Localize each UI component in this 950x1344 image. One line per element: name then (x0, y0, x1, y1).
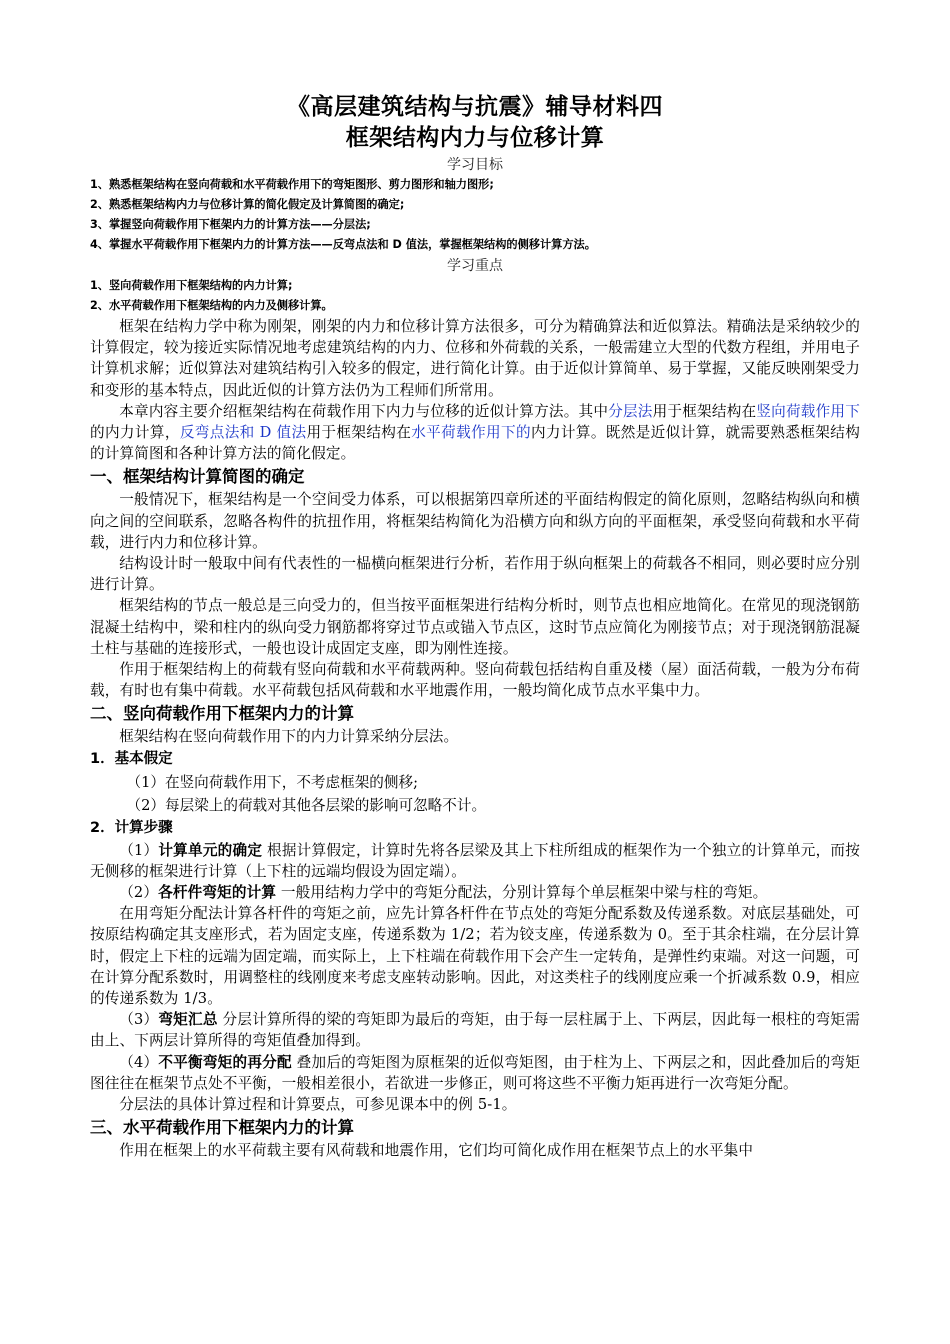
subsection-calc-steps: 2．计算步骤 (90, 819, 173, 836)
intro-text: 的内力计算， (90, 424, 180, 442)
link-layer-method[interactable]: 分层法 (608, 402, 653, 420)
step-label: （4） (119, 1053, 159, 1071)
step-text: 叠加后的弯矩图为原框架的近似弯矩图，由于柱为上、下两层之和，因此叠加后的弯矩图往往在框架节点处不平衡，一般相差很小，若欲进一步修正，则可将这些不平衡力矩再进行一次弯矩分配。 (90, 1053, 860, 1092)
objective-item: 3、掌握竖向荷载作用下框架内力的计算方法——分层法; (90, 218, 371, 231)
section-2-outro: 分层法的具体计算过程和计算要点，可参见课本中的例 5-1。 (119, 1096, 517, 1114)
objective-item: 2、熟悉框架结构内力与位移计算的简化假定及计算简图的确定; (90, 198, 405, 211)
assumption-item: （2）每层梁上的荷载对其他各层梁的影响可忽略不计。 (126, 796, 487, 814)
step-label: （1） (119, 841, 159, 859)
subsection-basic-assumptions: 1．基本假定 (90, 750, 173, 767)
step-title: 弯矩汇总 (158, 1011, 218, 1029)
step-title: 各杆件弯矩的计算 (158, 884, 277, 902)
intro-text: 本章内容主要介绍框架结构在荷载作用下内力与位移的近似计算方法。其中 (119, 402, 609, 420)
keypoint-item: 1、竖向荷载作用下框架结构的内力计算; (90, 279, 293, 292)
step-text: 分层计算所得的梁的弯矩即为最后的弯矩，由于每一层柱属于上、下两层，因此每一根柱的弯矩需由上、下两层计算所得的弯矩值叠加得到。 (90, 1011, 860, 1050)
step-title: 计算单元的确定 (158, 841, 263, 859)
step-2-detail-paragraph: 在用弯矩分配法计算各杆件的弯矩之前，应先计算各杆件在节点处的弯矩分配系数及传递系数。对底层基础处，可按原结构确定其支座形式，若为固定支座，传递系数为 1/2；若为铰支座，传递系数为 0。至于其余柱端，在分层计算时，假定上下柱的远端为固定端，而实际上，上下柱端在荷载作用下会产生一定转角，是弹性约束端。对这一问题，可在计算分配系数时，用调整柱的线刚度来考虑支座转动影响。因此，对这类柱子的线刚度应乘一个折减系数 0.9，相应的传递系数为 1/3。 (90, 905, 860, 1008)
intro-paragraph-1: 框架在结构力学中称为刚架，刚架的内力和位移计算方法很多，可分为精确算法和近似算法。精确法是采纳较少的计算假定，较为接近实际情况地考虑建筑结构的内力、位移和外荷载的关系，一般需建立大型的代数方程组，并用电子计算机求解；近似算法对建筑结构引入较多的假定，进行简化计算。由于近似计算简单、易于掌握，又能反映刚架受力和变形的基本特点，因此近似的计算方法仍为工程师们所常用。 (90, 318, 860, 399)
document-title-line1: 《高层建筑结构与抗震》辅导材料四 (287, 94, 663, 120)
keypoints-heading: 学习重点 (447, 258, 503, 274)
document-page (90, 92, 860, 1162)
section-1-paragraph: 一般情况下，框架结构是一个空间受力体系，可以根据第四章所述的平面结构假定的简化原则，忽略结构纵向和横向之间的空间联系，忽略各构件的抗扭作用，将框架结构简化为沿横方向和纵方向的平面框架，承受竖向荷载和水平荷载，进行内力和位移计算。 (90, 491, 860, 551)
link-inflection-d-method[interactable]: 反弯点法和 D 值法 (179, 424, 307, 442)
step-2-paragraph (90, 882, 860, 903)
step-3-paragraph (90, 1009, 860, 1051)
section-2-heading: 二、竖向荷载作用下框架内力的计算 (90, 704, 354, 724)
objective-item: 1、熟悉框架结构在竖向荷载和水平荷载作用下的弯矩图形、剪力图形和轴力图形; (90, 178, 494, 191)
step-1-paragraph (90, 840, 860, 882)
intro-paragraph-2 (90, 401, 860, 465)
step-4-paragraph (90, 1052, 860, 1094)
step-title: 不平衡弯矩的再分配 (158, 1053, 292, 1071)
step-text: 根据计算假定，计算时先将各层梁及其上下柱所组成的框架作为一个独立的计算单元，而按无侧移的框架进行计算（上下柱的远端均假设为固定端）。 (90, 841, 860, 880)
section-1-paragraph: 框架结构的节点一般总是三向受力的，但当按平面框架进行结构分析时，则节点也相应地简化。在常见的现浇钢筋混凝土结构中，梁和柱内的纵向受力钢筋都将穿过节点或锚入节点区，这时节点应简化为刚接节点；对于现浇钢筋混凝土柱与基础的连接形式，一般也设计成固定支座，即为刚性连接。 (90, 597, 860, 657)
intro-text: 用于框架结构在 (306, 424, 412, 442)
link-vertical-load[interactable]: 竖向荷载作用下 (756, 402, 860, 420)
intro-text: 内力计算。既然是近似计算，就需要熟悉框架结构的计算简图和各种计算方法的简化假定。 (90, 424, 860, 463)
section-3-heading: 三、水平荷载作用下框架内力的计算 (90, 1118, 354, 1138)
step-label: （2） (119, 884, 159, 902)
objective-item: 4、掌握水平荷载作用下框架内力的计算方法——反弯点法和 D 值法，掌握框架结构的侧移计算方法。 (90, 238, 596, 251)
link-horizontal-load[interactable]: 水平荷载作用下的 (411, 424, 531, 442)
intro-text: 用于框架结构在 (652, 402, 757, 420)
section-1-paragraph: 结构设计时一般取中间有代表性的一榀横向框架进行分析，若作用于纵向框架上的荷载各不相同，则必要时应分别进行计算。 (90, 555, 860, 594)
step-label: （3） (119, 1011, 159, 1029)
section-1-paragraph: 作用于框架结构上的荷载有竖向荷载和水平荷载两种。竖向荷载包括结构自重及楼（屋）面活荷载，一般为分布荷载，有时也有集中荷载。水平荷载包括风荷载和水平地震作用，一般均简化成节点水平集中力。 (90, 661, 860, 700)
section-1-heading: 一、框架结构计算简图的确定 (90, 467, 305, 487)
document-title-line2: 框架结构内力与位移计算 (345, 125, 605, 151)
assumption-item: （1）在竖向荷载作用下，不考虑框架的侧移; (126, 773, 418, 791)
step-text: 一般用结构力学中的弯矩分配法，分别计算每个单层框架中梁与柱的弯矩。 (276, 884, 768, 902)
objectives-heading: 学习目标 (447, 157, 503, 173)
section-3-paragraph: 作用在框架上的水平荷载主要有风荷载和地震作用，它们均可简化成作用在框架节点上的水平集中 (119, 1142, 754, 1160)
keypoint-item: 2、水平荷载作用下框架结构的内力及侧移计算。 (90, 299, 333, 312)
section-2-intro: 框架结构在竖向荷载作用下的内力计算采纳分层法。 (119, 728, 459, 746)
